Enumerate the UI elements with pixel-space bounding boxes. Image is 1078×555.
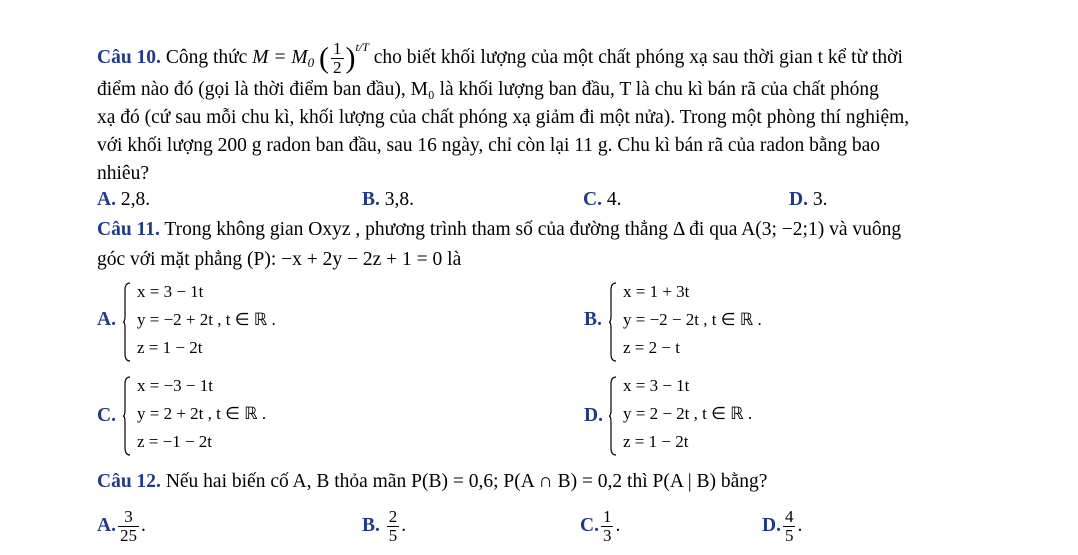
q11-option-c-system[interactable]: x = −3 − 1t y = 2 + 2t , t ∈ ℝ . z = −1 − 2t xyxy=(123,376,343,456)
q11-option-d-system[interactable]: x = 3 − 1t y = 2 − 2t , t ∈ ℝ . z = 1 − 2t xyxy=(609,376,829,456)
q11-option-b-system[interactable]: x = 1 + 3t y = −2 − 2t , t ∈ ℝ . z = 2 − t xyxy=(609,282,829,362)
formula-m: M = M xyxy=(252,47,308,68)
q12-option-c[interactable]: C. $\frac{1}{3}$ . xyxy=(580,507,621,545)
q12-option-b[interactable]: B. $\frac{2}{5}$ . xyxy=(362,507,407,545)
q12-line-1: Câu 12. Nếu hai biến cố A, B thỏa mãn P(B) = 0,6; P(A ∩ B) = 0,2 thì P(A | B) bằng? xyxy=(97,471,768,492)
q12-option-a[interactable]: A. $\frac{3}{25}$ . xyxy=(97,507,146,545)
q10-line-3: xạ đó (cứ sau mỗi chu kì, khối lượng của chất phóng xạ giảm đi một nửa). Trong một phòng thí nghiệm, xyxy=(97,107,910,128)
q11-option-d-label[interactable]: D. xyxy=(584,405,603,426)
q10-line-1: Câu 10. Công thức $M = M_0$ ( $\frac{1}{2}$ )$^{t/T}$ cho biết khối lượng của một chất phóng xạ sau thời gian t kể từ thời xyxy=(97,39,903,78)
q11-line-2: góc với mặt phẳng (P): −x + 2y − 2z + 1 = 0 là xyxy=(97,249,462,270)
q10-option-b[interactable]: B. 3,8. xyxy=(362,189,415,210)
q11-option-b-label[interactable]: B. xyxy=(584,309,602,330)
q12-label: Câu 12. xyxy=(97,471,161,492)
q10-label: Câu 10. xyxy=(97,47,161,68)
q10-option-d[interactable]: D. 3. xyxy=(789,189,828,210)
brace-icon xyxy=(609,376,617,456)
formula-half: $\frac{1}{2}$ xyxy=(333,39,342,78)
q11-label: Câu 11. xyxy=(97,219,160,240)
q10-option-c[interactable]: C. 4. xyxy=(583,189,622,210)
q12-option-d[interactable]: D. $\frac{4}{5}$ . xyxy=(762,507,803,545)
q10-line-4: với khối lượng 200 g radon ban đầu, sau 16 ngày, chỉ còn lại 11 g. Chu kì bán rã của radon bằng bao xyxy=(97,135,881,156)
q11-option-c-label[interactable]: C. xyxy=(97,405,116,426)
brace-icon xyxy=(123,282,131,362)
q11-line-1: Câu 11. Trong không gian Oxyz , phương trình tham số của đường thẳng Δ đi qua A(3; −2;1) và vuông xyxy=(97,219,902,240)
q10-line-2: điểm nào đó (gọi là thời điểm ban đầu), M₀ là khối lượng ban đầu, T là chu kì bán rã của chất phóng xyxy=(97,79,879,100)
brace-icon xyxy=(609,282,617,362)
brace-icon xyxy=(123,376,131,456)
q10-line-5: nhiêu? xyxy=(97,163,149,184)
q11-option-a-label[interactable]: A. xyxy=(97,309,116,330)
q10-option-a[interactable]: A. 2,8. xyxy=(97,189,151,210)
q11-option-a-system[interactable]: x = 3 − 1t y = −2 + 2t , t ∈ ℝ . z = 1 − 2t xyxy=(123,282,343,362)
